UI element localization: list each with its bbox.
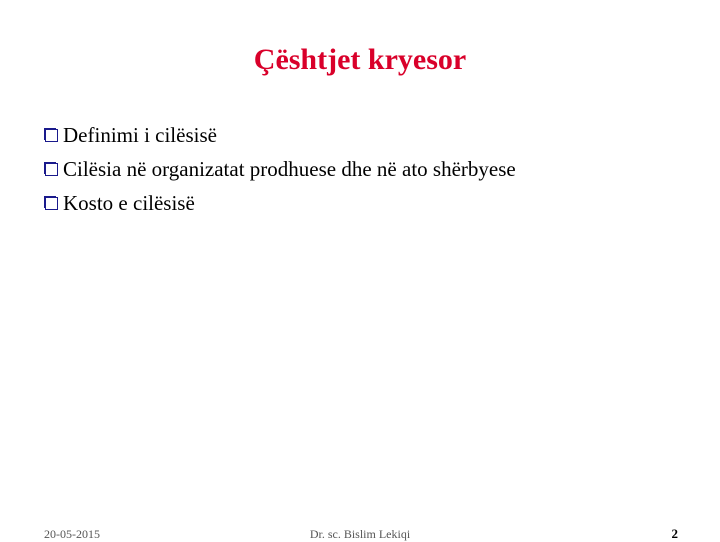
- bullet-item: [44, 186, 516, 220]
- page-number: 2: [671, 526, 678, 541]
- square-bullet-icon: [44, 196, 58, 210]
- bullet-item: [44, 152, 516, 186]
- square-bullet-icon: [44, 128, 58, 142]
- footer-author: Dr. sc. Bislim Lekiqi: [309, 527, 411, 541]
- bullet-text: Kosto e cilësisë: [63, 191, 195, 215]
- bullet-text: Definimi i cilësisë: [63, 123, 217, 147]
- bullet-item: [44, 118, 516, 152]
- bullet-list: [44, 118, 516, 220]
- slide-title: Çështjet kryesor: [253, 43, 467, 76]
- square-bullet-icon: [44, 162, 58, 176]
- bullet-text: Cilësia në organizatat prodhuese dhe në ato shërbyese: [63, 157, 516, 181]
- footer-date: 20-05-2015: [44, 527, 100, 541]
